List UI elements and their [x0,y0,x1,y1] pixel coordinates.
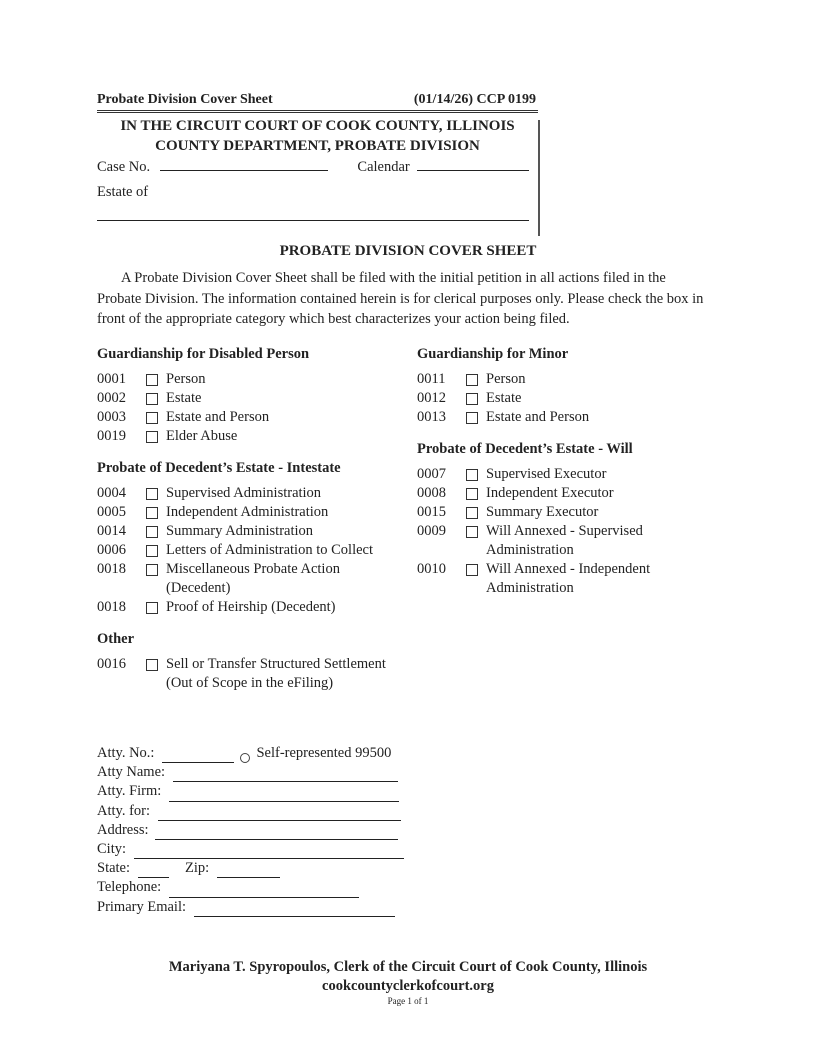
case-type-code: 0007 [417,466,446,482]
calendar-label: Calendar [357,159,410,175]
atty-name-label: Atty Name: [97,764,166,781]
case-type-option[interactable] [417,560,650,598]
checkbox[interactable] [466,412,478,424]
checkbox[interactable] [466,488,478,500]
case-type-label: Estate and Person [166,409,270,425]
case-type-label: Miscellaneous Probate Action [166,561,340,577]
form-code: (01/14/26) CCP 0199 [413,92,536,107]
address-label: Address: [97,821,149,838]
case-type-option[interactable] [97,522,373,541]
section-will [417,440,650,598]
section-heading: Probate of Decedent’s Estate - Intestate [97,460,341,476]
case-type-option[interactable] [417,408,589,427]
email-field[interactable] [194,904,395,917]
checkbox[interactable] [146,412,158,424]
checkbox[interactable] [466,469,478,481]
caption-border [538,120,540,236]
atty-firm-label: Atty. Firm: [97,783,162,800]
case-type-option[interactable] [417,522,650,560]
case-type-label: Summary Administration [166,523,314,539]
case-type-code: 0005 [97,504,126,520]
case-type-label: Letters of Administration to Collect [166,542,373,558]
section-other [97,630,386,693]
email-label: Primary Email: [97,898,186,915]
city-label: City: [97,841,127,858]
court-caption [97,116,538,156]
zip-label: Zip: [185,860,210,877]
case-type-label: Estate [166,390,202,406]
section-heading: Guardianship for Minor [417,346,569,362]
atty-no-label: Atty. No.: [97,745,155,761]
case-type-label: Elder Abuse [166,428,238,444]
instructions [97,268,707,330]
section-heading: Guardianship for Disabled Person [97,346,310,362]
zip-field[interactable] [217,865,280,878]
case-type-label-cont: Administration [486,580,574,596]
case-type-code: 0011 [417,371,446,387]
case-type-option[interactable] [417,503,650,522]
footer [0,958,816,996]
checkbox[interactable] [146,374,158,386]
case-type-code: 0015 [417,504,446,520]
case-type-label: Summary Executor [486,504,599,520]
court-line-2: COUNTY DEPARTMENT, PROBATE DIVISION [155,138,480,154]
clerk-website: cookcountyclerkofcourt.org [322,978,494,994]
checkbox[interactable] [466,507,478,519]
city-field[interactable] [134,846,404,859]
case-type-code: 0012 [417,390,446,406]
atty-firm-field[interactable] [169,789,399,802]
case-type-option[interactable] [97,655,386,693]
case-type-code: 0001 [97,371,126,387]
case-type-code: 0014 [97,523,126,539]
case-type-label: Independent Administration [166,504,329,520]
case-type-label: Supervised Administration [166,485,322,501]
case-type-code: 0006 [97,542,126,558]
atty-name-field[interactable] [173,769,398,782]
estate-of-field[interactable] [97,220,529,221]
case-type-option[interactable] [417,484,650,503]
case-type-option[interactable] [97,370,309,389]
case-type-label: Sell or Transfer Structured Settlement [166,656,386,672]
checkbox[interactable] [466,526,478,538]
form-header [97,92,538,113]
calendar-field[interactable] [417,158,529,171]
checkbox[interactable] [466,374,478,386]
checkbox[interactable] [146,526,158,538]
case-type-code: 0002 [97,390,126,406]
case-no-label: Case No. [97,159,151,175]
case-type-code: 0019 [97,428,126,444]
case-type-code: 0013 [417,409,446,425]
case-type-option[interactable] [97,408,309,427]
court-line-1: IN THE CIRCUIT COURT OF COOK COUNTY, ILLINOIS [120,118,515,134]
checkbox[interactable] [146,545,158,557]
atty-for-label: Atty. for: [97,802,151,819]
page-title: PROBATE DIVISION COVER SHEET [279,243,537,259]
checkbox[interactable] [146,564,158,576]
self-represented-radio[interactable] [240,753,250,763]
case-type-option[interactable] [417,389,589,408]
case-type-option[interactable] [97,598,373,617]
clerk-name: Mariyana T. Spyropoulos, Clerk of the Circuit Court of Cook County, Illinois [168,959,648,975]
case-type-label: Will Annexed - Independent [486,561,651,577]
section-heading: Probate of Decedent’s Estate - Will [417,441,633,457]
case-type-label: Person [166,371,206,387]
case-type-code: 0008 [417,485,446,501]
case-type-code: 0018 [97,561,126,577]
page-number: Page 1 of 1 [387,996,429,1006]
case-type-option[interactable] [97,560,373,598]
form-name: Probate Division Cover Sheet [97,92,273,107]
case-type-code: 0004 [97,485,126,501]
case-type-code: 0016 [97,656,126,672]
checkbox[interactable] [146,659,158,671]
checkbox[interactable] [146,507,158,519]
address-field[interactable] [155,827,398,840]
case-type-label: Supervised Executor [486,466,607,482]
case-type-label: Estate and Person [486,409,590,425]
case-type-code: 0009 [417,523,446,539]
case-type-label: Person [486,371,526,387]
checkbox[interactable] [146,602,158,614]
atty-for-field[interactable] [158,808,401,821]
case-type-label: Estate [486,390,522,406]
case-type-option[interactable] [97,541,373,560]
section-guardianship-disabled [97,345,309,446]
case-type-label: Will Annexed - Supervised [486,523,643,539]
self-represented-label: Self-represented 99500 [256,745,392,761]
section-guardianship-minor [417,345,589,427]
checkbox[interactable] [466,564,478,576]
case-type-option[interactable] [97,503,373,522]
telephone-field[interactable] [169,885,359,898]
telephone-label: Telephone: [97,879,162,896]
case-type-label-cont: (Decedent) [166,580,231,596]
case-type-label: Proof of Heirship (Decedent) [166,599,336,615]
estate-of-label: Estate of [97,184,149,200]
checkbox[interactable] [466,393,478,405]
case-type-label-cont: (Out of Scope in the eFiling) [166,675,334,691]
instructions-text: A Probate Division Cover Sheet shall be filed with the initial petition in all actions filed in the Probate Division. The information contained herein is for clerical purposes only. Please check the box in front of the appropriate category which best characterizes your action being filed. [97,270,704,327]
case-no-field[interactable] [160,158,328,171]
state-field[interactable] [138,865,169,878]
case-type-label: Independent Executor [486,485,614,501]
case-type-label-cont: Administration [486,542,574,558]
checkbox[interactable] [146,393,158,405]
state-label: State: [97,860,131,877]
section-heading: Other [97,631,135,647]
checkbox[interactable] [146,431,158,443]
case-number-row [97,158,529,176]
case-type-code: 0003 [97,409,126,425]
case-type-option[interactable] [97,427,309,446]
case-type-option[interactable] [97,484,373,503]
section-intestate [97,459,373,617]
attorney-info [97,744,404,917]
case-type-code: 0010 [417,561,446,577]
case-type-option[interactable] [97,389,309,408]
case-type-code: 0018 [97,599,126,615]
case-type-option[interactable] [417,370,589,389]
case-type-option[interactable] [417,465,650,484]
checkbox[interactable] [146,488,158,500]
atty-no-field[interactable] [162,750,234,763]
